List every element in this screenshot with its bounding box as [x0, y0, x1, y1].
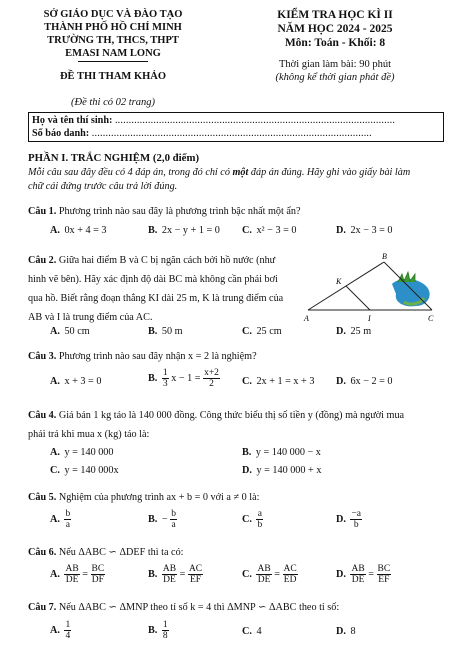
option-key: A. [50, 513, 60, 525]
question-text: Nếu ΔABC ∽ ΔDEF thì ta có: [58, 547, 184, 558]
question-text: Phương trình nào sau đây nhận x = 2 là nghiệm? [58, 351, 257, 362]
option-key: D. [336, 326, 346, 337]
denominator: a [171, 520, 176, 530]
option-text: y = 140 000 − x [255, 447, 321, 458]
option-key: B. [242, 447, 252, 458]
denominator: 4 [65, 631, 71, 641]
denominator: EF [189, 575, 202, 585]
option-text: 0x + 4 = 3 [64, 225, 107, 236]
fraction [64, 564, 79, 585]
equals-sign: = [82, 568, 88, 580]
fraction [170, 509, 177, 530]
page-count-note: (Đề thi có 02 trang) [71, 97, 155, 108]
question-1 [28, 205, 301, 218]
denominator: b [353, 520, 359, 530]
option-key: A. [50, 624, 60, 636]
question-label: Câu 1. [28, 206, 57, 217]
q4-option-d [242, 465, 321, 476]
option-key: C. [242, 376, 252, 387]
equals-sign: = [179, 568, 186, 580]
option-key: C. [242, 568, 252, 580]
q5-option-d [336, 509, 362, 530]
header-underline [78, 61, 148, 62]
q3-option-b [148, 368, 220, 389]
fraction [91, 564, 106, 585]
fraction [203, 368, 220, 389]
option-key: C. [50, 465, 60, 476]
option-key: D. [336, 626, 346, 637]
student-id-row [32, 127, 372, 140]
q2-option-b [148, 326, 183, 337]
option-key: C. [242, 326, 252, 337]
department-header [18, 8, 208, 60]
numerator: x+2 [204, 368, 219, 378]
point-k-label: K [336, 277, 342, 286]
time-limit: Thời gian làm bài: 90 phút [279, 59, 391, 70]
section-instructions [28, 166, 410, 179]
question-label: Câu 4. [28, 410, 57, 421]
option-text: y = 140 000 + x [256, 465, 322, 476]
option-key: A. [50, 326, 60, 337]
equals-sign: = [274, 568, 280, 580]
header-left-line: THÀNH PHỐ HỒ CHÍ MINH [44, 22, 182, 33]
q3-option-c [242, 376, 314, 387]
q2-option-c [242, 326, 282, 337]
numerator: BC [377, 564, 391, 574]
fraction [350, 509, 362, 530]
q2-line: hình vẽ bên). Hãy xác định độ dài BC mà không cần phải bơi [28, 274, 278, 285]
denominator: b [257, 520, 263, 530]
section-instructions-2: chữ cái đứng trước câu trả lời đúng. [28, 181, 178, 192]
denominator: DF [91, 575, 104, 585]
question-text: Giữa hai điểm B và C bị ngăn cách bởi hồ nước (như [58, 255, 276, 266]
q4-line [28, 406, 404, 425]
fraction [283, 564, 298, 585]
header-left-line: SỞ GIÁO DỤC VÀ ĐÀO TẠO [43, 9, 183, 20]
q4-option-b [242, 447, 321, 458]
question-3 [28, 350, 257, 363]
option-key: A. [50, 225, 60, 236]
option-text: 50 cm [64, 326, 90, 337]
denominator: DE [351, 575, 365, 585]
numerator: AB [257, 564, 271, 574]
student-name-label: Họ và tên thí sinh: [32, 115, 113, 126]
question-label: Câu 2. [28, 255, 57, 266]
option-text: x − 1 = [171, 372, 201, 384]
option-key: B. [148, 225, 158, 236]
option-key: D. [336, 513, 346, 525]
q2-line: qua hồ. Biết rằng đoạn thẳng KI dài 25 m, K là trung điểm của [28, 293, 284, 304]
numerator: a [257, 509, 262, 519]
minus-sign: − [161, 513, 168, 525]
q7-option-a [50, 620, 71, 641]
option-text: y = 140 000 [64, 447, 114, 458]
q1-option-b [148, 225, 220, 236]
instr-bold: một [232, 167, 249, 178]
q2-line: AB và I là trung điểm của AC. [28, 312, 153, 323]
q1-option-c [242, 225, 296, 236]
numerator: AB [351, 564, 365, 574]
header-left-line: EMASI NAM LONG [65, 48, 161, 59]
option-key: D. [336, 225, 346, 236]
option-key: C. [242, 225, 252, 236]
point-a-label: A [304, 314, 309, 323]
q2-line [28, 251, 283, 270]
instr-part: Mỗi câu sau đây đều có 4 đáp án, trong đó chỉ có [28, 167, 233, 178]
option-key: A. [50, 568, 60, 580]
lake-grass [398, 272, 415, 282]
numerator: AB [162, 564, 177, 574]
fraction [256, 509, 263, 530]
q5-option-b [148, 509, 177, 530]
equals-sign: = [368, 568, 374, 580]
option-text: 2x − y + 1 = 0 [161, 225, 220, 236]
fraction [350, 564, 365, 585]
q5-option-c [242, 509, 263, 530]
denominator: EF [378, 575, 390, 585]
option-text: 50 m [161, 326, 183, 337]
fraction [188, 564, 203, 585]
fraction [377, 564, 392, 585]
option-text: 8 [350, 626, 356, 637]
option-text: 6x − 2 = 0 [350, 376, 393, 387]
question-7 [28, 601, 339, 614]
q3-option-a [50, 376, 101, 387]
option-text: x² − 3 = 0 [256, 225, 297, 236]
school-year: NĂM HỌC 2024 - 2025 [277, 23, 393, 35]
option-key: B. [148, 568, 158, 580]
question-label: Câu 6. [28, 547, 57, 558]
numerator: 1 [162, 620, 168, 630]
q6-option-b [148, 564, 203, 585]
option-text: 25 cm [256, 326, 282, 337]
denominator: 3 [162, 379, 168, 389]
option-key: B. [148, 372, 158, 384]
point-c-label: C [428, 314, 434, 323]
numerator: AC [188, 564, 203, 574]
denominator: 8 [162, 631, 168, 641]
denominator: 2 [209, 379, 214, 389]
option-key: C. [242, 513, 252, 525]
numerator: BC [91, 564, 105, 574]
question-2 [28, 251, 283, 327]
question-text: Giá bán 1 kg táo là 140 000 đồng. Công thức biểu thị số tiền y (đồng) mà người mua [58, 410, 405, 421]
numerator: b [65, 509, 71, 519]
q4-line: phải trả khi mua x (kg) táo là: [28, 429, 150, 440]
exam-title: KIỂM TRA HỌC KÌ II [277, 9, 393, 21]
question-text: Nghiệm của phương trình ax + b = 0 với a ≠ 0 là: [58, 492, 260, 503]
student-name-dots: ...................................................................................................... [114, 115, 396, 126]
q7-option-d [336, 626, 356, 637]
option-key: A. [50, 447, 60, 458]
q2-option-d [336, 326, 371, 337]
q5-option-a [50, 509, 71, 530]
header-left-line: TRƯỜNG TH, THCS, THPT [47, 35, 179, 46]
student-id-label: Số báo danh: [32, 128, 90, 139]
fraction [162, 620, 169, 641]
q6-option-d [336, 564, 391, 585]
question-4 [28, 406, 404, 444]
option-key: C. [242, 626, 252, 637]
option-key: D. [336, 568, 346, 580]
option-key: D. [242, 465, 252, 476]
point-b-label: B [382, 252, 387, 261]
question-label: Câu 5. [28, 492, 57, 503]
denominator: DE [257, 575, 271, 585]
question-6 [28, 546, 184, 559]
numerator: AB [65, 564, 79, 574]
q1-option-d [336, 225, 393, 236]
fraction [64, 509, 71, 530]
q2-option-a [50, 326, 90, 337]
numerator: AC [283, 564, 297, 574]
numerator: 1 [162, 368, 168, 378]
student-info-box [28, 112, 444, 142]
fraction [256, 564, 271, 585]
segment-ki [346, 286, 370, 310]
exam-type: ĐỀ THI THAM KHẢO [59, 71, 167, 82]
question-5 [28, 491, 259, 504]
option-text: 2x − 3 = 0 [350, 225, 393, 236]
option-key: A. [50, 376, 60, 387]
option-text: x + 3 = 0 [64, 376, 102, 387]
subject-grade: Môn: Toán - Khối: 8 [284, 37, 386, 49]
question-label: Câu 3. [28, 351, 57, 362]
q7-option-b [148, 620, 169, 641]
option-key: B. [148, 624, 158, 636]
question-label: Câu 7. [28, 602, 57, 613]
q6-option-c [242, 564, 298, 585]
fraction [64, 620, 71, 641]
point-i-label: I [368, 314, 371, 323]
q1-option-a [50, 225, 107, 236]
numerator: −a [351, 509, 362, 519]
q6-option-a [50, 564, 105, 585]
option-key: B. [148, 513, 158, 525]
denominator: DE [65, 575, 79, 585]
numerator: 1 [65, 620, 71, 630]
question-text: Phương trình nào sau đây là phương trình bậc nhất một ẩn? [58, 206, 301, 217]
denominator: a [65, 520, 70, 530]
student-id-dots: ...................................................................................................... [91, 128, 372, 139]
option-text: 4 [256, 626, 262, 637]
triangle-lake-figure [300, 250, 440, 328]
q3-option-d [336, 376, 393, 387]
option-key: D. [336, 376, 346, 387]
exam-title-block [220, 8, 450, 51]
fraction [162, 368, 169, 389]
option-text: y = 140 000x [64, 465, 119, 476]
denominator: ED [283, 575, 297, 585]
option-text: 25 m [350, 326, 372, 337]
student-name-row [32, 114, 395, 127]
time-note: (không kể thời gian phát đề) [275, 72, 395, 83]
denominator: DE [163, 575, 176, 585]
instr-part: đáp án đúng. Hãy ghi vào giấy bài làm [248, 167, 411, 178]
q4-option-c [50, 465, 119, 476]
question-text: Nếu ΔABC ∽ ΔMNP theo tỉ số k = 4 thì ΔMNP ∽ ΔABC theo tỉ số: [58, 602, 340, 613]
numerator: b [171, 509, 176, 519]
option-key: B. [148, 326, 158, 337]
q7-option-c [242, 626, 262, 637]
option-text: 2x + 1 = x + 3 [256, 376, 315, 387]
q4-option-a [50, 447, 114, 458]
fraction [162, 564, 177, 585]
section-title: PHẦN I. TRẮC NGHIỆM (2,0 điểm) [28, 152, 200, 164]
